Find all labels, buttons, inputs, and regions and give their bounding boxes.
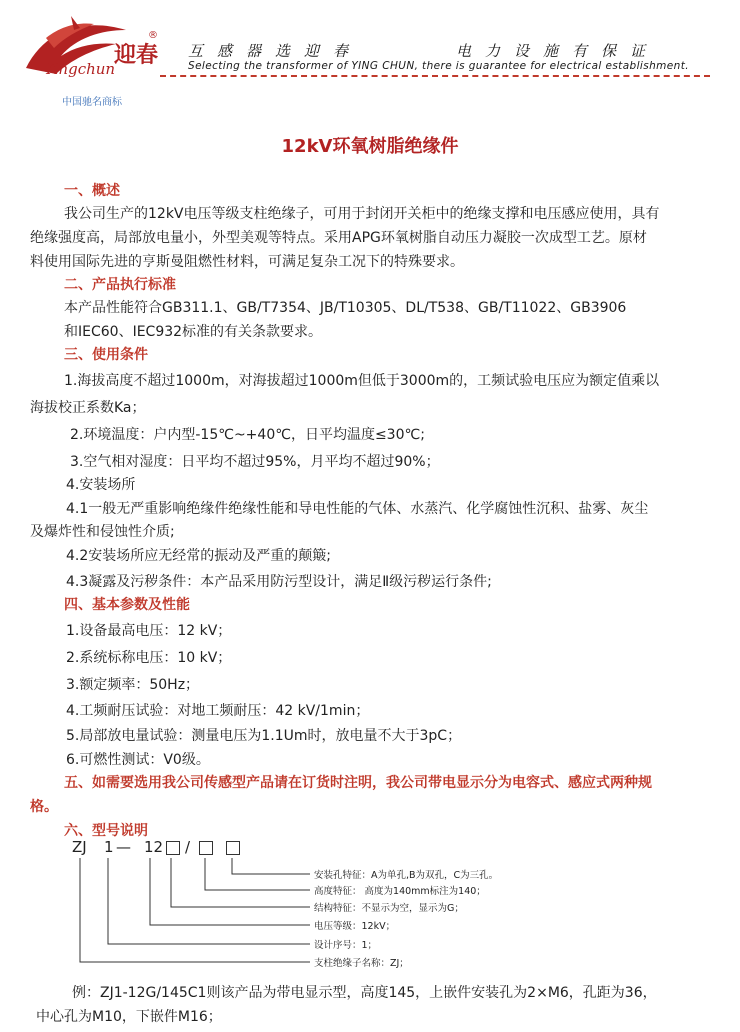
model-code-design: 1 [104, 838, 114, 856]
logo-cn-text: 迎春 [114, 43, 159, 68]
parameter-line: 6.可燃性测试：V0级。 [66, 752, 210, 768]
page-title: 12kV环氧树脂绝缘件 [281, 136, 459, 157]
header-divider [160, 75, 710, 77]
sensor-note-tail: 格。 [30, 799, 58, 815]
model-code-dash: — [116, 838, 131, 856]
logo-script-text: Yingchun [44, 60, 116, 78]
overview-line: 料使用国际先进的亨斯曼阻燃性材料，可满足复杂工况下的特殊要求。 [30, 254, 464, 270]
parameter-line: 2.系统标称电压：10 kV； [66, 650, 232, 666]
model-example-line: 例：ZJ1-12G/145C1则该产品为带电显示型，高度145，上嵌件安装孔为2×M6，孔距为36， [72, 985, 657, 1001]
model-code-slash: / [185, 838, 191, 856]
trademark-note: 中国驰名商标 [62, 97, 122, 108]
overview-line: 绝缘强度高，局部放电量小，外型美观等特点。采用APG环氧树脂自动压力凝胶一次成型工艺。原材 [30, 230, 647, 246]
model-label-voltage: 电压等级：12kV； [314, 921, 396, 932]
standards-line: 本产品性能符合GB311.1、GB/T7354、JB/T10305、DL/T538、GB/T11022、GB3906 [64, 300, 627, 316]
section-heading-conditions: 三、使用条件 [64, 347, 148, 363]
registered-mark: ® [148, 30, 158, 41]
parameter-line: 3.额定频率：50Hz； [66, 677, 200, 693]
overview-line: 我公司生产的12kV电压等级支柱绝缘子，可用于封闭开关柜中的绝缘支撑和电压感应使用，具有 [64, 206, 660, 222]
parameter-line: 5.局部放电量试验：测量电压为1.1Um时，放电量不大于3pC； [66, 728, 462, 744]
model-label-hole: 安装孔特征：A为单孔,B为双孔，C为三孔。 [314, 870, 499, 881]
model-diagram [0, 838, 740, 972]
section-heading-model: 六、型号说明 [64, 823, 148, 839]
sensor-note: 五、如需要选用我公司传感型产品请在订货时注明，我公司带电显示分为电容式、感应式两种规 [64, 775, 652, 791]
slogan-cn-part1: 互感器选迎春 [188, 42, 363, 60]
model-code-voltage: 12 [144, 838, 164, 856]
parameter-line: 4.工频耐压试验：对地工频耐压：42 kV/1min； [66, 703, 370, 719]
section-heading-parameters: 四、基本参数及性能 [64, 597, 190, 613]
conditions-line: 4.安装场所 [66, 477, 136, 493]
model-example-line: 中心孔为M10，下嵌件M16； [36, 1009, 222, 1025]
conditions-line: 4.2安装场所应无经常的振动及严重的颠簸; [66, 548, 331, 564]
model-label-name: 支柱绝缘子名称：ZJ； [314, 958, 409, 969]
conditions-line: 4.3凝露及污秽条件：本产品采用防污型设计，满足Ⅱ级污秽运行条件; [66, 574, 492, 590]
model-label-height: 高度特征： 高度为140mm标注为140； [314, 886, 486, 897]
slogan-en: Selecting the transformer of YING CHUN, there is guarantee for electrical establishment. [188, 60, 689, 72]
brand-logo [16, 8, 166, 90]
conditions-line: 及爆炸性和侵蚀性介质; [30, 524, 175, 540]
conditions-line: 1.海拔高度不超过1000m，对海拔超过1000m但低于3000m的，工频试验电压应为额定值乘以 [64, 373, 660, 389]
conditions-line: 2.环境温度：户内型-15℃~+40℃，日平均温度≤30℃; [70, 427, 425, 443]
model-label-structure: 结构特征：不显示为空，显示为G； [314, 903, 464, 914]
standards-line: 和IEC60、IEC932标准的有关条款要求。 [64, 324, 323, 340]
conditions-line: 4.1一般无严重影响绝缘件绝缘性能和导电性能的气体、水蒸汽、化学腐蚀性沉积、盐雾、灰尘 [66, 501, 649, 517]
section-heading-overview: 一、概述 [64, 183, 120, 199]
conditions-line: 3.空气相对湿度：日平均不超过95%，月平均不超过90%； [70, 454, 440, 470]
slogan-cn-part2: 电力设施有保证 [456, 42, 660, 60]
section-heading-standards: 二、产品执行标准 [64, 277, 176, 293]
model-label-design: 设计序号：1； [314, 940, 378, 951]
model-code-zj: ZJ [72, 838, 87, 856]
conditions-line: 海拔校正系数Ka； [30, 400, 146, 416]
parameter-line: 1.设备最高电压：12 kV； [66, 623, 232, 639]
